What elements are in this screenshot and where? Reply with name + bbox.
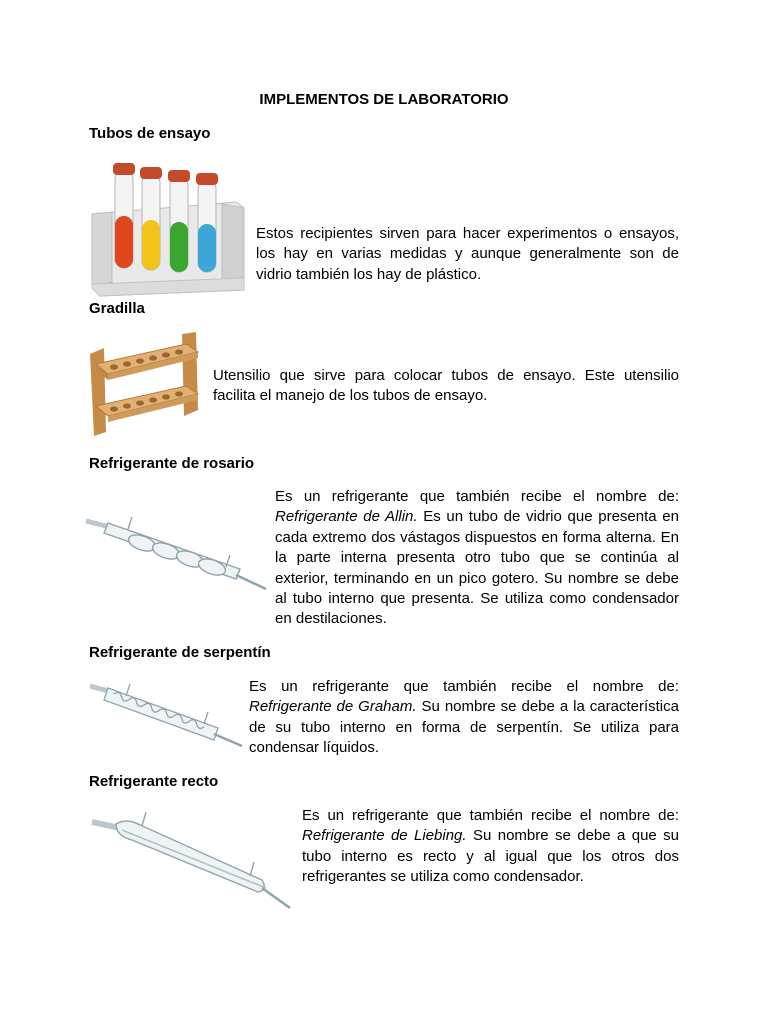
description-text-part: Es un refrigerante que también recibe el nombre de: (275, 488, 679, 505)
alternate-name-text: Refrigerante de Graham. (249, 698, 417, 716)
description-text-part: Es un refrigerante que también recibe el nombre de: (302, 807, 679, 824)
description-text: Utensilio que sirve para colocar tubos de ensayo. Este utensilio facilita el manejo de los tubos de ensayo. (213, 367, 679, 405)
description-text-part: Su nombre se debe a que su tubo interno es recto y al igual que los otros dos refrigerantes se utiliza como condensador. (302, 827, 679, 886)
test-tubes-image (86, 158, 248, 298)
section-heading-refrigerante-de-serpentin: Refrigerante de serpentín (89, 644, 271, 661)
allihn-condenser-image (84, 505, 268, 595)
description-text-part: Es un refrigerante que también recibe el nombre de: (249, 678, 679, 695)
wooden-rack-image (86, 330, 202, 438)
description-text-part: Su nombre se debe a la característica de su tubo interno en forma de serpentín. Se utiliza para condensar líquidos. (249, 698, 679, 757)
section-text-refrigerante-de-rosario (275, 487, 679, 630)
page-title: IMPLEMENTOS DE LABORATORIO (259, 91, 509, 108)
description-text: Estos recipientes sirven para hacer experimentos o ensayos, los hay en varias medidas y aunque generalmente son de vidrio también los hay de plástico. (256, 225, 679, 283)
section-text-refrigerante-recto (302, 806, 679, 888)
section-heading-refrigerante-de-rosario: Refrigerante de rosario (89, 455, 255, 472)
description-text-part: Es un tubo de vidrio que presenta en cada extremo dos vástagos dispuestos en forma alterna. En la parte interna presenta otro tubo que se continúa al exterior, terminando en un pico gotero. Su nombre se debe al tubo interno que presenta. Se utiliza como condensador en destilaciones. (275, 508, 679, 628)
section-heading-tubos-de-ensayo: Tubos de ensayo (89, 125, 211, 142)
section-text-tubos-de-ensayo (256, 224, 679, 285)
graham-condenser-image (86, 678, 244, 750)
alternate-name-text: Refrigerante de Allin. (275, 508, 418, 526)
section-heading-gradilla: Gradilla (89, 300, 145, 317)
section-text-gradilla (213, 366, 679, 407)
section-heading-refrigerante-recto: Refrigerante recto (89, 773, 219, 790)
liebig-condenser-image (86, 808, 296, 920)
section-text-refrigerante-de-serpentin (249, 677, 679, 759)
alternate-name-text: Refrigerante de Liebing. (302, 827, 467, 845)
